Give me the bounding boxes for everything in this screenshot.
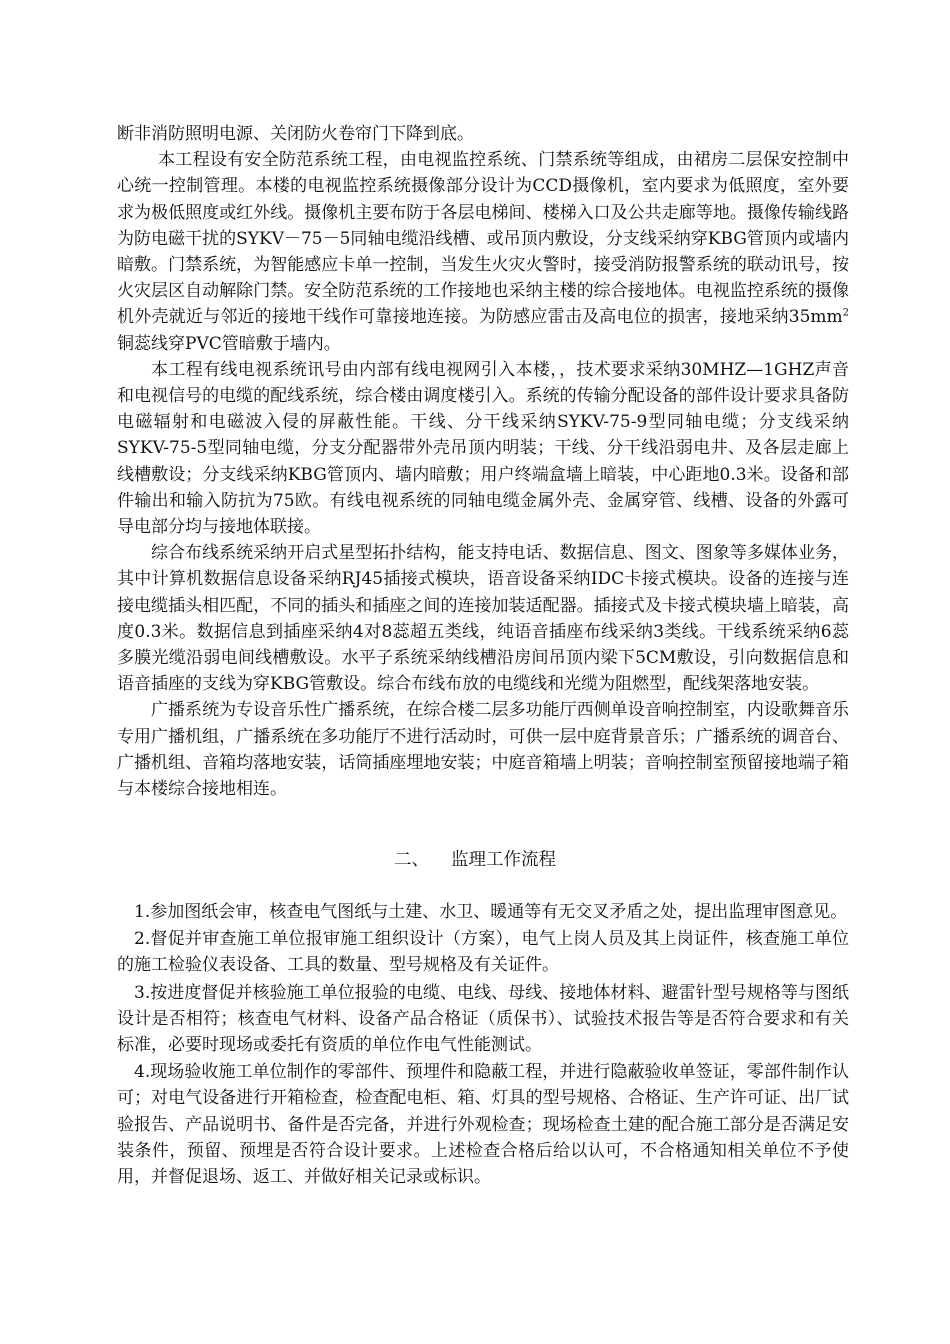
list-item: 4.现场验收施工单位制作的零部件、预埋件和隐蔽工程，并进行隐蔽验收单签证，零部件制作认可；对电气设备进行开箱检查，检查配电柜、箱、灯具的型号规格、合格证、生产许可证、出厂试验报告、产品说明书、备件是否完备，并进行外观检查；现场检查土建的配合施工部分是否满足安装条件，预留、预埋是否符合设计要求。上述检查合格后给以认可，不合格通知相关单位不予使用，并督促退场、返工、并做好相关记录或标识。 bbox=[117, 1062, 849, 1188]
list-item: 2.督促并审查施工单位报审施工组织设计（方案），电气上岗人员及其上岗证件，核查施工单位的施工检验仪表设备、工具的数量、型号规格及有关证件。 bbox=[117, 929, 849, 976]
paragraph-continuation: 断非消防照明电源、关闭防火卷帘门下降到底。 bbox=[117, 124, 474, 144]
paragraph-cabling-system: 综合布线系统采纳开启式星型拓扑结构，能支持电话、数据信息、图文、图象等多媒体业务，其中计算机数据信息设备采纳RJ45插接式模块，语音设备采纳IDC卡接式模块。设备的连接与连接电缆插头相匹配，不同的插头和插座之间的连接加装适配器。插接式及卡接式模块墙上暗装，高度0.3米。数据信息到插座采纳4对8蕊超五类线，纯语音插座布线采纳3类线。干线系统采纳6蕊多膜光缆沿弱电间线槽敷设。水平子系统采纳线槽沿房间吊顶内梁下5CM敷设，引向数据信息和语音插座的支线为穿KBG管敷设。综合布线布放的电缆线和光缆为阻燃型，配线架落地安装。 bbox=[117, 543, 849, 695]
paragraph-security-tail: 铜蕊线穿PVC管暗敷于墙内。 bbox=[117, 333, 341, 354]
body-text bbox=[117, 121, 849, 802]
paragraph-broadcast-system: 广播系统为专设音乐性广播系统，在综合楼二层多功能厅西侧单设音响控制室，内设歌舞音乐专用广播机组，广播系统在多功能厅不进行活动时，可供一层中庭背景音乐；广播系统的调音台、广播机组、音箱均落地安装，话筒插座埋地安装；中庭音箱墙上明装；音响控制室预留接地端子箱与本楼综合接地相连。 bbox=[117, 700, 849, 800]
workflow-list bbox=[117, 899, 849, 1191]
paragraph-security-system bbox=[117, 147, 849, 357]
list-item: 1.参加图纸会审，核查电气图纸与土建、水卫、暖通等有无交叉矛盾之处，提出监理审图意见。 bbox=[134, 902, 848, 922]
paragraph-cable-tv: 本工程有线电视系统讯号由内部有线电视网引入本楼，，技术要求采纳30MHZ—1GHZ声音和电视信号的电缆的配线系统，综合楼由调度楼引入。系统的传输分配设备的部件设计要求具备防电磁辐射和电磁波入侵的屏蔽性能。干线、分干线采纳SYKV-75-9型同轴电缆；分支线采纳SYKV-75-5型同轴电缆，分支分配器带外壳吊顶内明装；干线、分干线沿弱电井、及各层走廊上线槽敷设；分支线采纳KBG管顶内、墙内暗敷；用户终端盒墙上暗装，中心距地0.3米。设备和部件输出和输入防抗为75欧。有线电视系统的同轴电缆金属外壳、金属穿管、线槽、设备的外露可导电部分均与接地体联接。 bbox=[117, 359, 849, 538]
section-title: 监理工作流程 bbox=[451, 850, 556, 870]
superscript-2: 2 bbox=[842, 307, 849, 319]
paragraph-security-text: 本工程设有安全防范系统工程，由电视监控系统、门禁系统等组成，由裙房二层保安控制中心统一控制管理。本楼的电视监控系统摄像部分设计为CCD摄像机，室内要求为低照度，室外要求为极低照度或红外线。摄像机主要布防于各层电梯间、楼梯入口及公共走廊等地。摄像传输线路为防电磁干扰的SYKV－75－5同轴电缆沿线槽、或吊顶内敷设，分支线采纳穿KBG管顶内或墙内暗敷。门禁系统，为智能感应卡单一控制，当发生火灾火警时，接受消防报警系统的联动讯号，按火灾层区自动解除门禁。安全防范系统的工作接地也采纳主楼的综合接地体。电视监控系统的摄像机外壳就近与邻近的接地干线作可靠接地连接。为防感应雷击及高电位的损害，接地采纳35mm bbox=[117, 150, 849, 328]
section-heading bbox=[0, 847, 950, 873]
section-number: 二、 bbox=[394, 850, 429, 870]
list-item: 3.按进度督促并核验施工单位报验的电缆、电线、母线、接地体材料、避雷针型号规格等与图纸设计是否相符；核查电气材料、设备产品合格证（质保书）、试验技术报告等是否符合要求和有关标准，必要时现场或委托有资质的单位作电气性能测试。 bbox=[117, 982, 849, 1056]
